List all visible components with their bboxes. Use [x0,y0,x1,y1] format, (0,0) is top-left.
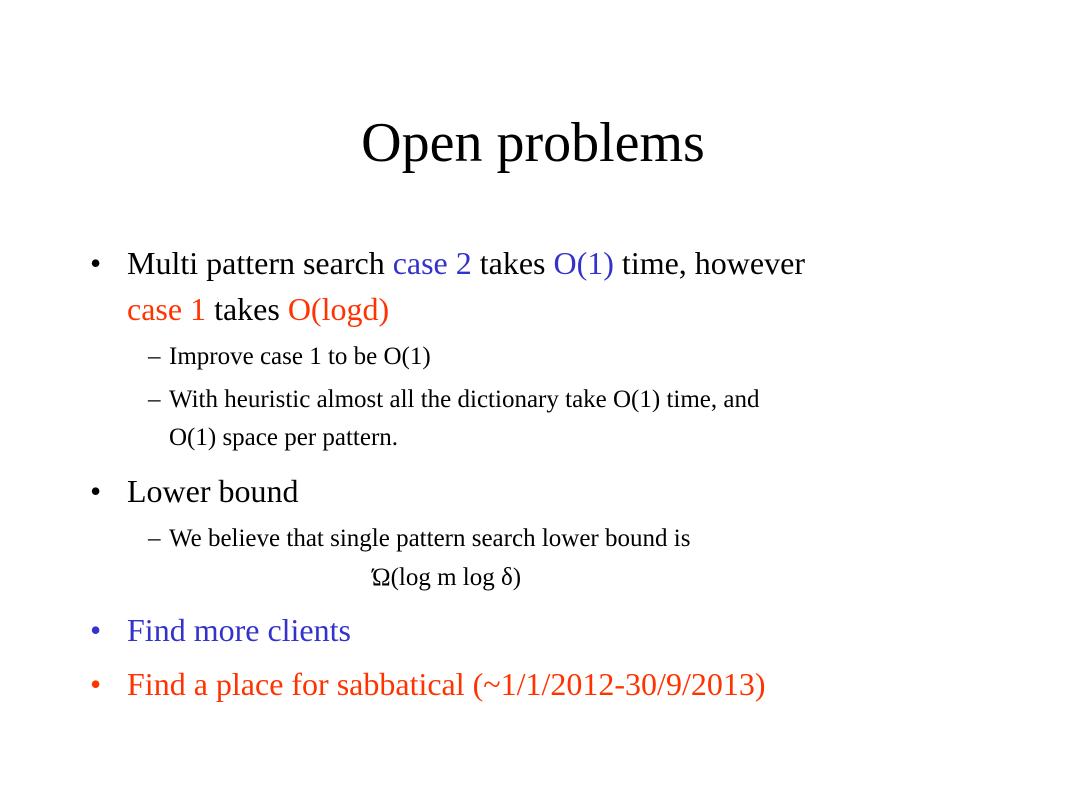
highlight-case-2: case 2 [392,245,472,281]
bullet-dot: • [90,245,102,281]
highlight-o1: O(1) [553,245,614,281]
bullet-text [127,240,805,286]
subbullet-text: Improve case 1 to be O(1) [169,343,431,370]
text-segment: Multi pattern search [127,245,393,281]
dash-marker: – [148,525,161,552]
bullet-text: Lower bound [127,473,299,509]
bullet-dot: • [90,666,102,702]
text-segment: takes [206,291,288,327]
bullet-text: Find a place for sabbatical (~1/1/2012-30/9/2013) [127,666,766,702]
formula-text: Ώ(log m log δ) [372,564,522,591]
subbullet-heuristic-line2 [169,420,398,456]
bullet-text: Find more clients [127,612,351,648]
dash-marker: – [148,343,161,370]
subbullet-text: O(1) space per pattern. [169,424,399,451]
dash-marker: – [148,386,161,413]
subbullet-text: We believe that single pattern search lower bound is [169,525,691,552]
lower-bound-formula [372,560,521,596]
bullet-multi-pattern-line2 [127,286,389,332]
subbullet-text: With heuristic almost all the dictionary take O(1) time, and [169,386,760,413]
text-segment: time, however [613,245,805,281]
text-segment: takes [471,245,554,281]
highlight-ologd: O(logd) [287,291,390,327]
bullet-dot: • [90,473,102,509]
slide-title: Open problems [361,112,705,174]
bullet-dot: • [90,612,102,648]
highlight-case-1: case 1 [127,291,207,327]
